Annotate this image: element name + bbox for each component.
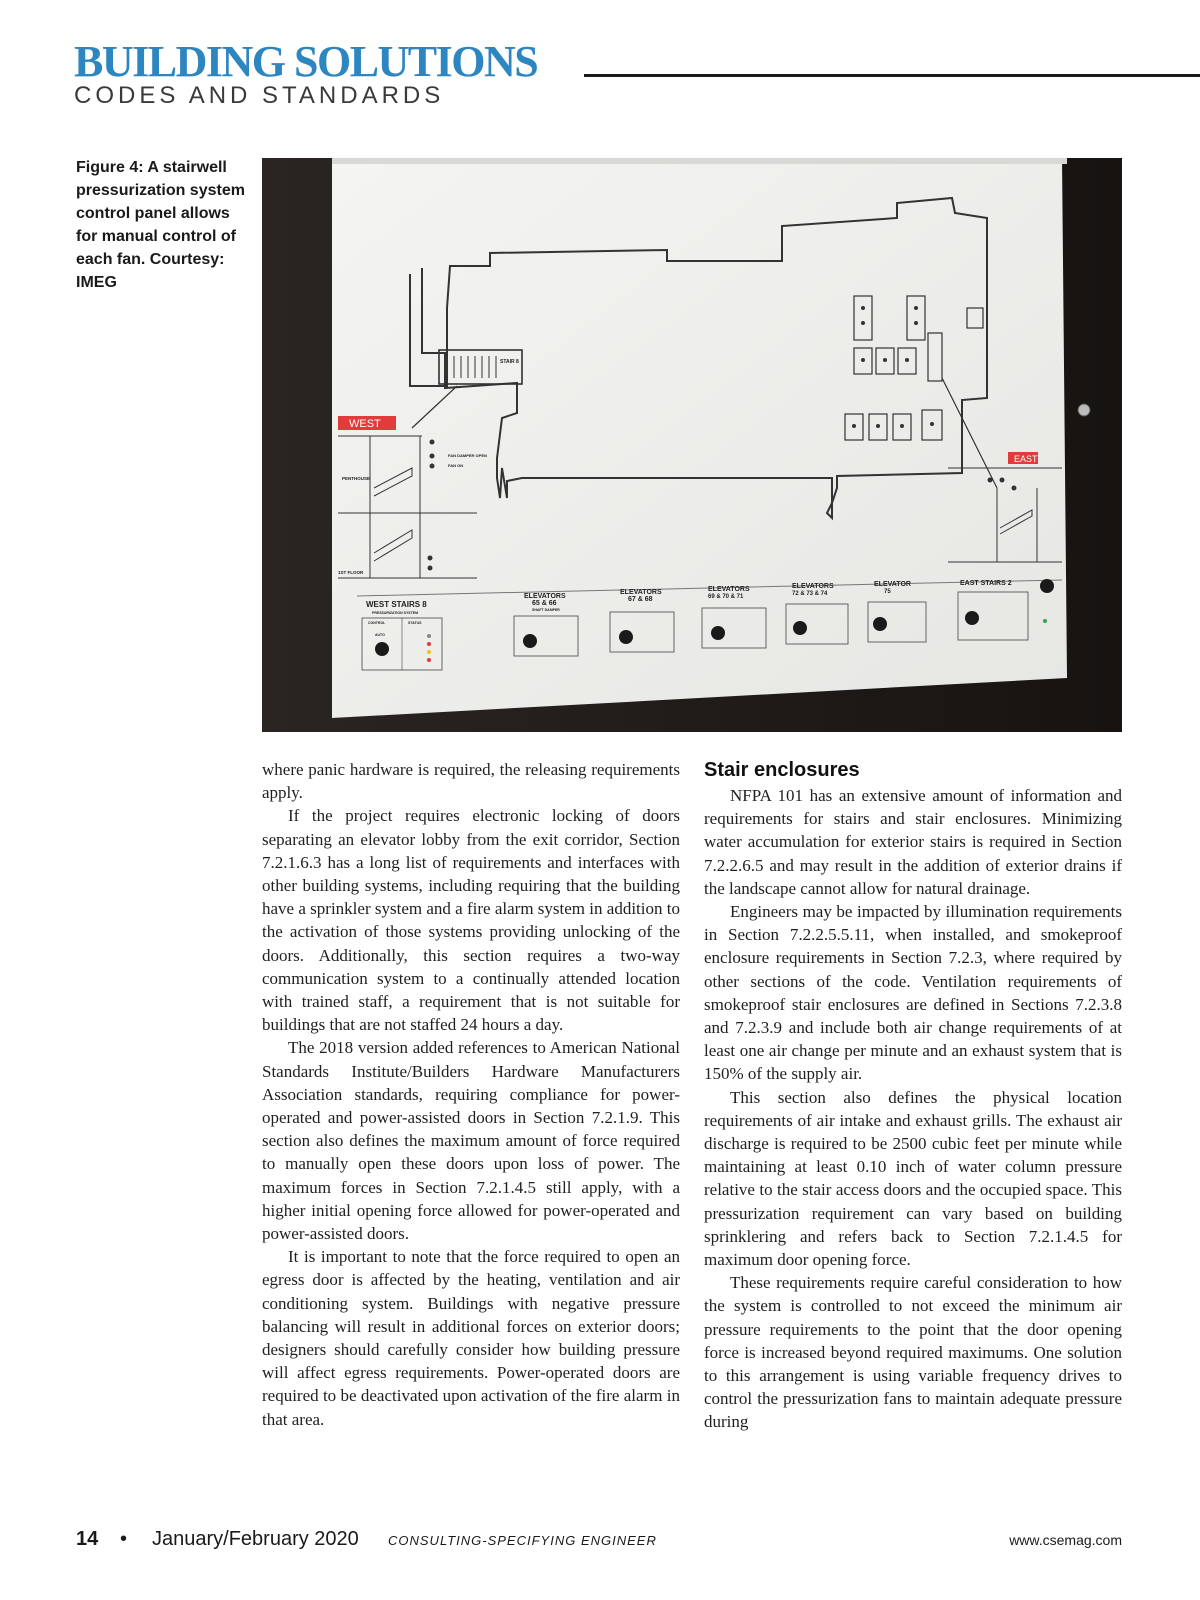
east-stairs-title: EAST STAIRS 2 (960, 580, 1012, 587)
penthouse-label: PENTHOUSE (342, 476, 371, 481)
left-column (262, 758, 680, 1431)
west-tag-label: WEST (349, 418, 381, 430)
elev-69-71-knob[interactable] (711, 626, 725, 640)
left-paragraph-3: The 2018 version added references to American National Standards Institute/Builders Hardware Manufacturers Association standards, requiring compliance for power-operated and power-assisted doors in Section 7.2.1.9. This section also defines the maximum amount of force required to manually open these doors upon loss of power. The maximum forces in Section 7.2.1.4.5 still apply, with a higher initial opening force allowed for power-operated and power-assisted doors. (262, 1038, 680, 1244)
elev-group-5-name: ELEVATOR (874, 581, 911, 588)
figure-caption: Figure 4: A stairwell pressurization system control panel allows for manual control of each fan. Courtesy: IMEG (76, 159, 245, 291)
right-paragraph-2: Engineers may be impacted by illumination requirements in Section 7.2.2.5.5.11, when installed, and smokeproof enclosure requirements in Section 7.2.3, where required by other sections of the code. Ventilation requirements of smokeproof stair enclosures are defined in Sections 7.2.3.8 and 7.2.3.9 and include both air change requirements of at least one air change per minute and an exhaust system that is 150% of the supply air. (704, 902, 1122, 1084)
fan-damper-open-label: FAN DAMPER OPEN (448, 453, 487, 458)
elev-group-1-numbers: 65 & 66 (532, 600, 557, 607)
right-paragraph-3: This section also defines the physical location requirements of air intake and exhaust grills. The exhaust air discharge is required to be 2500 cubic feet per minute while maintaining at least 0.10 inch of water column pressure relative to the stair access doors and the occupied space. This pressurization requirement can vary based on building sprinklering and refers back to Section 7.2.1.4.5 for maximum door opening force. (704, 1087, 1122, 1270)
west-auto-label: AUTO (375, 633, 385, 637)
west-status-header: STATUS (408, 621, 422, 625)
stair-enclosures-heading: Stair enclosures (704, 759, 860, 781)
elev-65-66-knob[interactable] (523, 634, 537, 648)
left-paragraph-2: If the project requires electronic locking of doors separating an elevator lobby from the exit corridor, Section 7.2.1.6.3 has a long list of requirements and interfaces with other building systems, including requiring that the building have a sprinkler system and a fire alarm system in addition to the activation of those systems providing unlocking of the doors. Additionally, this section requires a two-way communication system to a continually attended location with trained staff, a requirement that is not suitable for buildings that are not staffed 24 hours a day. (262, 806, 680, 1035)
publication-name: CONSULTING-SPECIFYING ENGINEER (388, 1533, 657, 1548)
svg-text:SHAFT DAMPER: SHAFT DAMPER (532, 608, 560, 612)
lock-icon (1078, 404, 1090, 416)
website-link[interactable]: www.csemag.com (1009, 1532, 1122, 1548)
elev-75-knob[interactable] (873, 617, 887, 631)
power-led (1043, 619, 1047, 623)
elev-group-3-numbers: 69 & 70 & 71 (708, 594, 744, 600)
footer-bullet: • (120, 1528, 128, 1550)
elev-group-5-numbers: 75 (884, 589, 891, 595)
left-paragraph-4: It is important to note that the force required to open an egress door is affected by the heating, ventilation and air conditioning system. Buildings with negative pressure balancing will result in additional forces on exterior doors; designers should carefully consider how building pressure will affect egress requirements. Power-operated doors are required to be deactivated upon activation of the fire alarm in that area. (262, 1247, 680, 1429)
page-number: 14 (76, 1528, 99, 1550)
west-fan-knob[interactable] (375, 642, 389, 656)
right-column (704, 758, 1122, 1434)
elev-group-2-name: ELEVATORS (620, 589, 662, 596)
lamp-test-knob[interactable] (1040, 579, 1054, 593)
west-stairs-title: WEST STAIRS 8 (366, 600, 427, 609)
first-floor-label: 1ST FLOOR (338, 570, 364, 575)
east-fan-knob[interactable] (965, 611, 979, 625)
fan-on-label: FAN ON (448, 463, 464, 468)
elev-72-74-knob[interactable] (793, 621, 807, 635)
east-tag-label: EAST (1014, 454, 1038, 464)
section-title: BUILDING SOLUTIONS (74, 37, 538, 86)
section-subtitle: CODES AND STANDARDS (74, 82, 445, 109)
west-control-header: CONTROL (368, 621, 386, 625)
west-stairs-subtitle: PRESSURIZATION SYSTEM (372, 611, 419, 615)
page-footer (76, 1528, 1122, 1552)
elev-group-4-numbers: 72 & 73 & 74 (792, 591, 828, 597)
elev-67-68-knob[interactable] (619, 630, 633, 644)
right-paragraph-4: These requirements require careful consideration to how the system is controlled to not exceed the minimum air pressure requirements to the point that the door opening force is increased beyond required maximums. One solution to this arrangement is using variable frequency drives to control the pressurization fans to maintain adequate pressure during (704, 1273, 1122, 1432)
issue-date: January/February 2020 (152, 1528, 359, 1550)
control-panel-illustration (262, 158, 1122, 732)
stair8-label: STAIR 8 (500, 359, 519, 365)
elev-group-1-name: ELEVATORS (524, 593, 566, 600)
figure-photo (262, 158, 1122, 732)
elev-group-4-name: ELEVATORS (792, 583, 834, 590)
left-paragraph-1: where panic hardware is required, the releasing requirements apply. (262, 760, 680, 803)
right-paragraph-1: NFPA 101 has an extensive amount of information and requirements for stairs and stair enclosures. Minimizing water accumulation for exterior stairs is required in Section 7.2.2.6.5 and may result in the addition of exterior drains if the landscape cannot allow for natural drainage. (704, 786, 1122, 898)
elev-group-2-numbers: 67 & 68 (628, 596, 653, 603)
header-rule (584, 74, 1200, 77)
elev-group-3-name: ELEVATORS (708, 586, 750, 593)
